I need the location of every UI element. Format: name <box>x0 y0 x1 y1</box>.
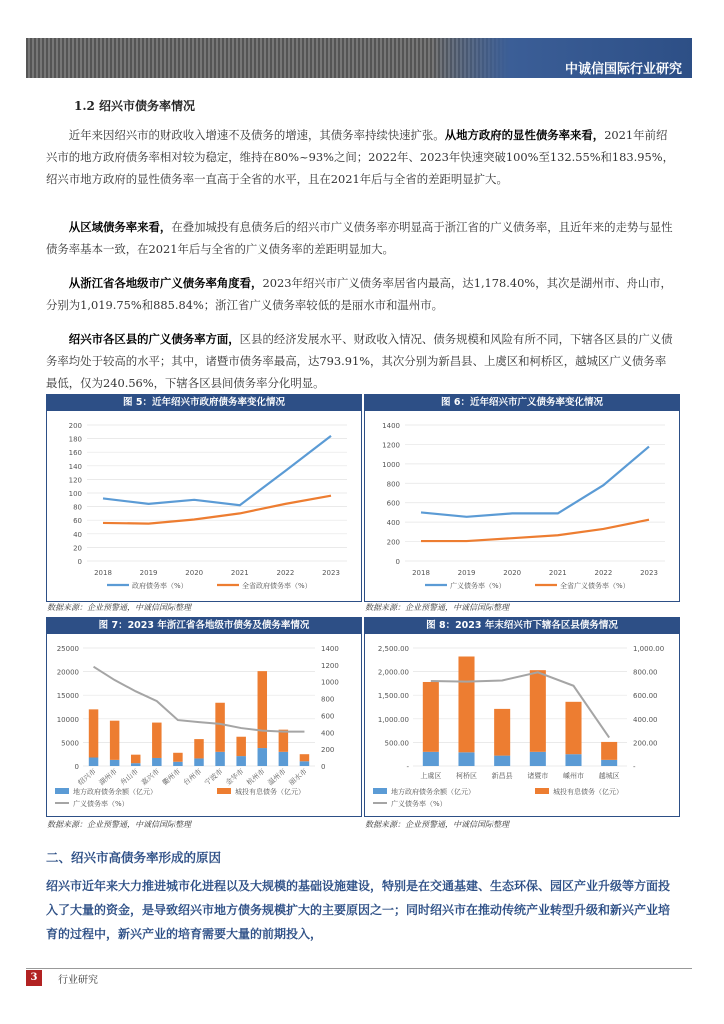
y-tick-label: 2,000.00 <box>377 668 409 677</box>
legend-label: 政府债务率（%） <box>132 582 188 590</box>
x-tick-label: 上虞区 <box>420 772 442 780</box>
p1-text: 近年来因绍兴市的财政收入增速不及债务的增速，其债务率持续快速扩张。 <box>68 128 445 142</box>
paragraph-4 <box>46 328 676 394</box>
x-tick-label: 湖州市 <box>97 767 119 788</box>
x-tick-label: 舟山市 <box>118 767 141 788</box>
bar-地方政府债务余额（亿元） <box>173 762 182 766</box>
bar-城投有息债务（亿元） <box>131 755 140 763</box>
y-tick-label: 160 <box>68 449 82 458</box>
x-tick-label: 2018 <box>412 569 430 577</box>
figure-8-title: 图 8：2023 年末绍兴市下辖各区县债务情况 <box>365 618 679 634</box>
y-tick-label: 100 <box>68 490 82 498</box>
bar-城投有息债务（亿元） <box>530 670 546 752</box>
bar-城投有息债务（亿元） <box>565 702 581 754</box>
y-tick-label: 15000 <box>56 692 79 701</box>
bar-城投有息债务（亿元） <box>494 709 510 756</box>
legend-swatch <box>55 788 69 794</box>
x-tick-label: 丽水市 <box>287 767 309 788</box>
y-tick-label: 120 <box>68 476 82 485</box>
paragraph-1 <box>46 124 676 190</box>
legend-swatch <box>535 788 549 794</box>
header-bar <box>26 38 692 78</box>
y2-tick-label: 0 <box>321 763 326 771</box>
y-tick-label: 10000 <box>56 715 79 724</box>
x-tick-label: 2023 <box>640 569 658 577</box>
y2-tick-label: 1,000.00 <box>633 645 665 653</box>
x-tick-label: 2022 <box>276 569 295 577</box>
footer-label: 行业研究 <box>58 975 98 986</box>
x-tick-label: 温州市 <box>266 767 288 788</box>
p4-bold: 绍兴市各区县的广义债务率方面， <box>68 332 240 346</box>
y-tick-label: 20000 <box>56 668 79 677</box>
y-tick-label: 1400 <box>382 422 400 430</box>
x-tick-label: 杭州市 <box>245 767 267 788</box>
figure-6-title: 图 6：近年绍兴市广义债务率变化情况 <box>365 395 679 411</box>
y-tick-label: 1,000.00 <box>377 715 409 724</box>
bar-地方政府债务余额（亿元） <box>279 752 288 766</box>
y-tick-label: 500.00 <box>384 739 409 748</box>
y2-tick-label: 200 <box>321 746 335 755</box>
y-tick-label: 1200 <box>382 441 400 450</box>
y2-tick-label: 600.00 <box>633 692 658 701</box>
footer-divider <box>26 968 692 969</box>
x-tick-label: 嘉兴市 <box>139 767 162 788</box>
y-tick-label: 20 <box>73 544 82 553</box>
figure-5-source: 数据来源：企业预警通，中诚信国际整理 <box>47 603 191 612</box>
y2-tick-label: 400 <box>321 729 335 738</box>
bar-城投有息债务（亿元） <box>215 703 224 752</box>
x-tick-label: 诸暨市 <box>527 772 549 780</box>
section-2-text: 绍兴市近年来大力推进城市化进程以及大规模的基础设施建设，特别是在交通基建、生态环保、园区产业升级等方面投入了大量的资金，是导致绍兴市地方债务规模扩大的主要原因之一；同时绍兴市在推动传统产业转型升级和新兴产业培育的过程中，新兴产业的培育需要大量的前期投入， <box>46 879 671 941</box>
x-tick-label: 新昌县 <box>491 772 513 780</box>
series-line-1 <box>421 520 649 541</box>
bar-地方政府债务余额（亿元） <box>194 758 203 766</box>
x-tick-label: 2023 <box>322 569 340 577</box>
y-tick-label: 600 <box>386 499 400 508</box>
y2-tick-label: 800 <box>321 695 335 704</box>
y-tick-label: 2,500.00 <box>377 645 409 653</box>
y-tick-label: 140 <box>68 462 82 471</box>
bar-城投有息债务（亿元） <box>110 721 119 760</box>
paragraph-3 <box>46 272 676 316</box>
series-line-rate <box>94 667 305 732</box>
bar-城投有息债务（亿元） <box>236 737 245 756</box>
bar-城投有息债务（亿元） <box>601 742 617 760</box>
legend-swatch <box>217 788 231 794</box>
figure-5-title: 图 5：近年绍兴市政府债务率变化情况 <box>47 395 361 411</box>
y-tick-label: 80 <box>73 503 82 512</box>
y2-tick-label: 1200 <box>321 661 339 670</box>
figure-6-source: 数据来源：企业预警通，中诚信国际整理 <box>365 603 509 612</box>
figure-6-chart <box>365 411 679 601</box>
y-tick-label: 400 <box>386 519 400 528</box>
y-tick-label: - <box>406 763 409 771</box>
figure-7-chart <box>47 634 361 816</box>
bar-城投有息债务（亿元） <box>89 709 98 757</box>
series-line-0 <box>103 436 331 505</box>
y-tick-label: 1,500.00 <box>377 692 409 701</box>
y-tick-label: 0 <box>395 558 400 566</box>
bar-城投有息债务（亿元） <box>173 753 182 762</box>
section-title: 1.2 绍兴市债务率情况 <box>74 99 196 113</box>
figure-7-source: 数据来源：企业预警通，中诚信国际整理 <box>47 820 191 829</box>
y2-tick-label: 800.00 <box>633 668 658 677</box>
p1-rest: 2021年前绍兴市的地方政府债务率相对较为稳定，维持在80%~93%之间；2022年、2023年快速突破100%至132.55%和183.95%，绍兴市地方政府的显性债务率一直高于全省的水平，且在2021年后与全省的差距明显扩大。 <box>46 128 674 186</box>
y2-tick-label: 200.00 <box>633 739 658 748</box>
legend-label: 地方政府债务余额（亿元） <box>73 788 157 796</box>
y-tick-label: 40 <box>73 530 82 539</box>
bar-地方政府债务余额（亿元） <box>494 756 510 766</box>
x-tick-label: 2019 <box>457 569 476 577</box>
figure-7-title: 图 7：2023 年浙江省各地级市债务及债务率情况 <box>47 618 361 634</box>
legend-label: 广义债务率（%） <box>73 800 129 808</box>
series-line-0 <box>421 447 649 517</box>
x-tick-label: 2020 <box>185 569 204 577</box>
bar-城投有息债务（亿元） <box>258 671 267 748</box>
y2-tick-label: 400.00 <box>633 715 658 724</box>
header-brand <box>432 38 692 78</box>
y-tick-label: 180 <box>68 435 82 444</box>
p3-bold: 从浙江省各地级市广义债务率角度看， <box>68 276 263 290</box>
bar-地方政府债务余额（亿元） <box>215 752 224 766</box>
y2-tick-label: 1400 <box>321 645 339 653</box>
x-tick-label: 金华市 <box>224 767 246 788</box>
x-tick-label: 2018 <box>94 569 112 577</box>
legend-swatch <box>373 788 387 794</box>
x-tick-label: 2021 <box>230 569 249 577</box>
x-tick-label: 宁波市 <box>203 767 225 788</box>
figure-7 <box>46 617 362 817</box>
p3-rest: 2023年绍兴市广义债务率居省内最高，达1,178.40%，其次是湖州市、舟山市，分别为1,019.75%和885.84%；浙江省广义债务率较低的是丽水市和温州市。 <box>46 276 672 312</box>
bar-地方政府债务余额（亿元） <box>89 758 98 766</box>
x-tick-label: 2019 <box>139 569 158 577</box>
bar-地方政府债务余额（亿元） <box>258 748 267 766</box>
p2-rest: 在叠加城投有息债务后的绍兴市广义债务率亦明显高于浙江省的广义债务率，且近年来的走势与显性债务率基本一致，在2021年后与全省的广义债务率的差距明显加大。 <box>46 220 673 256</box>
y-tick-label: 0 <box>74 763 79 771</box>
p2-bold: 从区域债务率来看， <box>68 220 172 234</box>
bar-地方政府债务余额（亿元） <box>423 752 439 766</box>
paragraph-2 <box>46 216 676 260</box>
figure-8-source: 数据来源：企业预警通，中诚信国际整理 <box>365 820 509 829</box>
x-tick-label: 台州市 <box>182 767 204 788</box>
y-tick-label: 60 <box>73 517 82 526</box>
y2-tick-label: 600 <box>321 712 335 721</box>
series-line-rate <box>431 672 609 737</box>
x-tick-label: 2022 <box>594 569 613 577</box>
p4-rest: 区县的经济发展水平、财政收入情况、债务规模和风险有所不同，下辖各区县的广义债务率均处于较高的水平；其中，诸暨市债务率最高，达793.91%，其次分别为新昌县、上虞区和柯桥区，越城区广义债务率最低，仅为240.56%，下辖各区县间债务率分化明显。 <box>46 332 673 390</box>
bar-城投有息债务（亿元） <box>279 730 288 752</box>
bar-地方政府债务余额（亿元） <box>530 752 546 766</box>
legend-label: 全省政府债务率（%） <box>242 582 312 590</box>
bar-地方政府债务余额（亿元） <box>110 760 119 766</box>
x-tick-label: 衢州市 <box>160 767 183 788</box>
bar-地方政府债务余额（亿元） <box>565 754 581 766</box>
p1-bold: 从地方政府的显性债务率来看， <box>444 128 605 142</box>
y-tick-label: 0 <box>77 558 82 566</box>
bar-城投有息债务（亿元） <box>423 682 439 752</box>
x-tick-label: 绍兴市 <box>76 767 98 788</box>
figure-8 <box>364 617 680 817</box>
bar-地方政府债务余额（亿元） <box>131 763 140 766</box>
y2-tick-label: 1000 <box>321 678 339 687</box>
y-tick-label: 800 <box>386 480 400 489</box>
legend-label: 城投有息债务（亿元） <box>553 788 623 796</box>
y-tick-label: 5000 <box>61 739 79 748</box>
x-tick-label: 柯桥区 <box>456 772 477 780</box>
legend-label: 广义债务率（%） <box>391 800 447 808</box>
x-tick-label: 2021 <box>548 569 567 577</box>
legend-label: 地方政府债务余额（亿元） <box>391 788 475 796</box>
y-tick-label: 200 <box>68 422 82 430</box>
legend-label: 广义债务率（%） <box>450 582 506 590</box>
bar-地方政府债务余额（亿元） <box>601 760 617 766</box>
figure-5-chart <box>47 411 361 601</box>
y-tick-label: 25000 <box>56 645 79 653</box>
bar-地方政府债务余额（亿元） <box>152 758 161 766</box>
bar-地方政府债务余额（亿元） <box>236 756 245 766</box>
series-line-1 <box>103 496 331 524</box>
legend-label: 城投有息债务（亿元） <box>235 788 305 796</box>
bar-地方政府债务余额（亿元） <box>458 752 474 766</box>
bar-城投有息债务（亿元） <box>152 723 161 758</box>
figure-6 <box>364 394 680 602</box>
legend-label: 全省广义债务率（%） <box>560 582 630 590</box>
y-tick-label: 200 <box>386 538 400 547</box>
bar-地方政府债务余额（亿元） <box>300 761 309 766</box>
bar-城投有息债务（亿元） <box>458 656 474 752</box>
x-tick-label: 越城区 <box>598 772 620 780</box>
section-2-title: 二、绍兴市高债务率形成的原因 <box>46 850 222 865</box>
y2-tick-label: - <box>633 763 636 771</box>
figure-5 <box>46 394 362 602</box>
bar-城投有息债务（亿元） <box>300 754 309 761</box>
y-tick-label: 1000 <box>382 460 400 469</box>
page-number: 3 <box>26 970 42 986</box>
x-tick-label: 2020 <box>503 569 522 577</box>
bar-城投有息债务（亿元） <box>194 739 203 758</box>
x-tick-label: 嵊州市 <box>563 772 584 780</box>
figure-8-chart <box>365 634 679 816</box>
brand-name: 中诚信国际行业研究 <box>564 62 682 77</box>
